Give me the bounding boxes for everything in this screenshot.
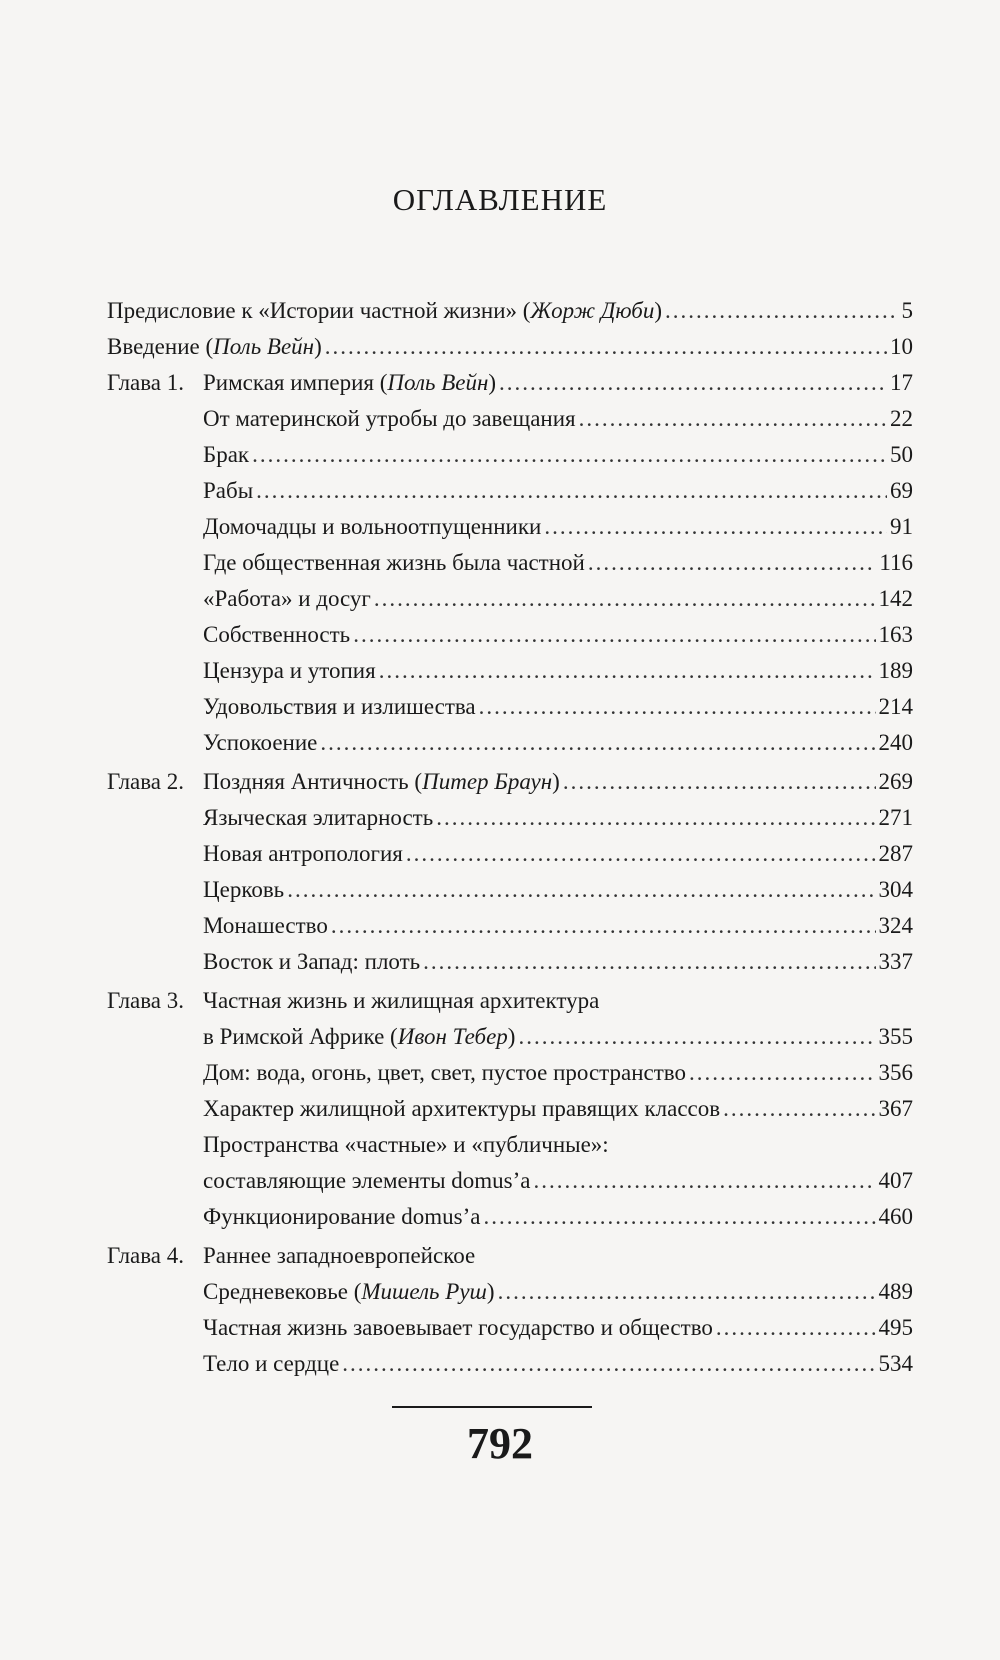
entry-title: Введение (Поль Вейн)	[107, 334, 322, 359]
leader-dots	[252, 437, 887, 473]
entry-author: Поль Вейн	[387, 370, 489, 395]
leader-dots	[544, 509, 887, 545]
leader-dots	[533, 1163, 875, 1199]
toc-section[interactable]	[107, 1310, 913, 1346]
page-ref: 407	[878, 1168, 913, 1193]
toc-chapter-2[interactable]	[107, 764, 913, 800]
leader-dots	[518, 1019, 875, 1055]
leader-dots	[588, 545, 876, 581]
leader-dots	[499, 365, 887, 401]
footer-rule	[392, 1406, 592, 1408]
leader-dots	[436, 800, 875, 836]
page-ref: 367	[878, 1096, 913, 1121]
section-title: Дом: вода, огонь, цвет, свет, пустое пространство	[203, 1060, 686, 1085]
page-ref: 5	[901, 298, 913, 323]
page-number: 792	[467, 1419, 533, 1468]
section-title: Церковь	[203, 877, 285, 902]
section-title: Брак	[203, 442, 250, 467]
section-title: Функционирование domus’a	[203, 1204, 481, 1229]
toc-section[interactable]	[107, 800, 913, 836]
leader-dots	[325, 329, 887, 365]
entry-author: Мишель Руш	[361, 1279, 487, 1304]
leader-dots	[256, 473, 887, 509]
leader-dots	[423, 944, 875, 980]
entry-title: Средневековье (Мишель Руш)	[203, 1279, 495, 1304]
page-ref: 240	[878, 730, 913, 755]
page-ref: 337	[878, 949, 913, 974]
toc-section[interactable]	[107, 836, 913, 872]
toc-entry-preface[interactable]	[107, 293, 913, 329]
section-title: Рабы	[203, 478, 254, 503]
toc-section[interactable]	[107, 653, 913, 689]
section-title: Языческая элитарность	[203, 805, 434, 830]
section-title: «Работа» и досуг	[203, 586, 371, 611]
leader-dots	[716, 1310, 876, 1346]
toc-section[interactable]	[107, 1199, 913, 1235]
toc-section[interactable]	[107, 1091, 913, 1127]
section-title: Восток и Запад: плоть	[203, 949, 421, 974]
page-ref: 50	[890, 442, 913, 467]
section-title: Частная жизнь завоевывает государство и общество	[203, 1315, 713, 1340]
section-title: Цензура и утопия	[203, 658, 376, 683]
table-of-contents	[107, 293, 913, 1382]
leader-dots	[563, 764, 876, 800]
page-ref: 189	[878, 658, 913, 683]
page-ref: 489	[878, 1279, 913, 1304]
page-ref: 356	[878, 1060, 913, 1085]
toc-chapter-3[interactable]	[107, 983, 913, 1055]
page-ref: 22	[890, 406, 913, 431]
page-ref: 69	[890, 478, 913, 503]
leader-dots	[287, 872, 875, 908]
section-title: составляющие элементы domus’a	[203, 1168, 531, 1193]
section-title: Домочадцы и вольноотпущенники	[203, 514, 542, 539]
page-ref: 269	[878, 769, 913, 794]
page-ref: 17	[890, 370, 913, 395]
toc-section[interactable]	[107, 473, 913, 509]
entry-title-line1: Раннее западноевропейское	[203, 1243, 476, 1268]
toc-section[interactable]	[107, 689, 913, 725]
entry-title: Поздняя Античность (Питер Браун)	[203, 769, 560, 794]
page-ref: 534	[878, 1351, 913, 1376]
toc-section[interactable]	[107, 944, 913, 980]
toc-section[interactable]	[107, 1346, 913, 1382]
leader-dots	[374, 581, 876, 617]
entry-title: Предисловие к «Истории частной жизни» (Жорж Дюби)	[107, 298, 663, 323]
toc-section[interactable]	[107, 545, 913, 581]
chapter-label: Глава 2.	[107, 769, 185, 794]
leader-dots	[379, 653, 876, 689]
toc-chapter-4[interactable]	[107, 1238, 913, 1310]
entry-author: Ивон Тебер	[397, 1024, 508, 1049]
leader-dots	[406, 836, 876, 872]
toc-chapter-1[interactable]	[107, 365, 913, 401]
section-title: Тело и сердце	[203, 1351, 340, 1376]
section-title: Успокоение	[203, 730, 318, 755]
leader-dots	[665, 293, 898, 329]
toc-section[interactable]	[107, 617, 913, 653]
chapter-label: Глава 4.	[107, 1243, 185, 1268]
toc-section[interactable]	[107, 509, 913, 545]
toc-entry-intro[interactable]	[107, 329, 913, 365]
toc-section[interactable]	[107, 1055, 913, 1091]
leader-dots	[320, 725, 875, 761]
toc-section[interactable]	[107, 437, 913, 473]
page-ref: 163	[878, 622, 913, 647]
leader-dots	[342, 1346, 875, 1382]
page-ref: 355	[878, 1024, 913, 1049]
leader-dots	[353, 617, 875, 653]
section-title: Где общественная жизнь была частной	[203, 550, 585, 575]
leader-dots	[723, 1091, 875, 1127]
entry-title: Римская империя (Поль Вейн)	[203, 370, 497, 395]
page-ref: 324	[878, 913, 913, 938]
page-ref: 304	[878, 877, 913, 902]
toc-section[interactable]	[107, 1127, 913, 1199]
page-ref: 271	[878, 805, 913, 830]
entry-author: Жорж Дюби	[530, 298, 655, 323]
section-title: Удовольствия и излишества	[203, 694, 476, 719]
page-ref: 116	[879, 550, 913, 575]
toc-section[interactable]	[107, 401, 913, 437]
leader-dots	[689, 1055, 876, 1091]
page-ref: 460	[878, 1204, 913, 1229]
entry-author: Поль Вейн	[213, 334, 315, 359]
chapter-label: Глава 1.	[107, 370, 185, 395]
toc-section[interactable]	[107, 725, 913, 761]
leader-dots	[498, 1274, 876, 1310]
section-title: От материнской утробы до завещания	[203, 406, 576, 431]
leader-dots	[331, 908, 876, 944]
leader-dots	[579, 401, 887, 437]
page-ref: 214	[878, 694, 913, 719]
chapter-label: Глава 3.	[107, 988, 185, 1013]
toc-section[interactable]	[107, 908, 913, 944]
section-title-line1: Пространства «частные» и «публичные»:	[203, 1132, 609, 1157]
section-title: Новая антропология	[203, 841, 403, 866]
entry-title: в Римской Африке (Ивон Тебер)	[203, 1024, 516, 1049]
entry-title-line1: Частная жизнь и жилищная архитектура	[203, 988, 600, 1013]
page-ref: 287	[878, 841, 913, 866]
leader-dots	[483, 1199, 875, 1235]
section-title: Монашество	[203, 913, 328, 938]
page-title: ОГЛАВЛЕНИЕ	[392, 182, 608, 217]
entry-author: Питер Браун	[422, 769, 553, 794]
leader-dots	[479, 689, 876, 725]
section-title: Характер жилищной архитектуры правящих классов	[203, 1096, 721, 1121]
toc-section[interactable]	[107, 581, 913, 617]
toc-section[interactable]	[107, 872, 913, 908]
section-title: Собственность	[203, 622, 351, 647]
page-ref: 91	[890, 514, 913, 539]
page-ref: 10	[890, 334, 913, 359]
page-ref: 142	[878, 586, 913, 611]
page-ref: 495	[878, 1315, 913, 1340]
